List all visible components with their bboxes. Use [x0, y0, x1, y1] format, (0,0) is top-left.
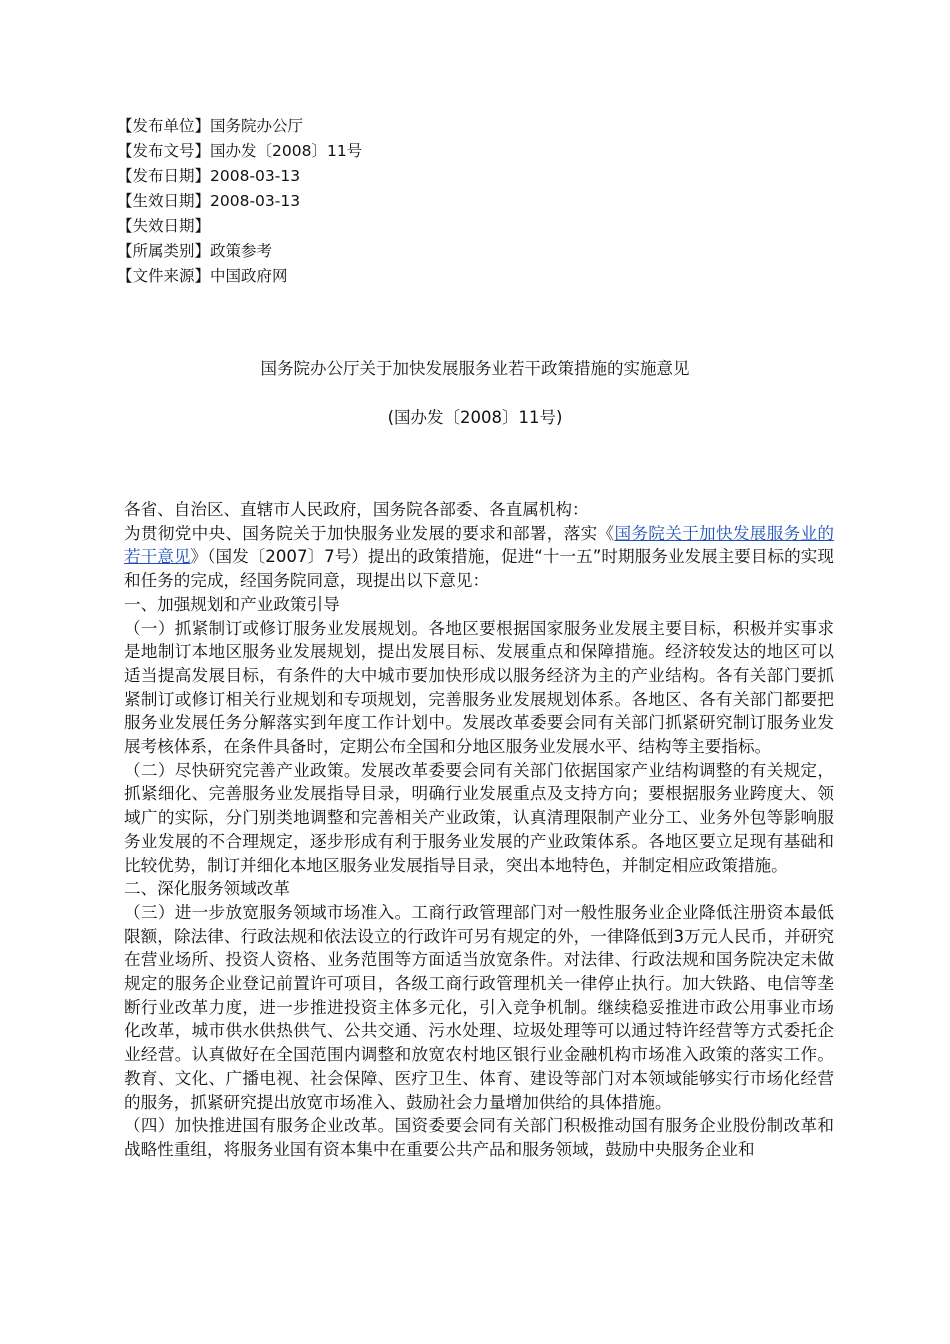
meta-label: 【生效日期】 [117, 192, 211, 210]
meta-value: 中国政府网 [210, 267, 288, 285]
paragraph-1: （一）抓紧制订或修订服务业发展规划。各地区要根据国家服务业发展主要目标，积极并实事求是地制订本地区服务业发展规划，提出发展目标、发展重点和保障措施。经济较发达的地区可以适当提高发展目标，有条件的大中城市要加快形成以服务经济为主的产业结构。各有关部门要抓紧制订或修订相关行业规划和专项规划，完善服务业发展规划体系。各地区、各有关部门都要把服务业发展任务分解落实到年度工作计划中。发展改革委要会同有关部门抓紧研究制订服务业发展考核体系，在条件具备时，定期公布全国和分地区服务业发展水平、结构等主要指标。 [124, 618, 834, 757]
meta-row-expiry-date [117, 214, 362, 239]
meta-row-publish-date [117, 164, 362, 189]
meta-row-effective-date [117, 189, 362, 214]
metadata-block [117, 114, 362, 289]
meta-label: 【发布日期】 [117, 167, 211, 185]
meta-value: 2008-03-13 [210, 167, 301, 185]
meta-label: 【失效日期】 [117, 217, 211, 235]
meta-value: 2008-03-13 [210, 192, 301, 210]
meta-label: 【文件来源】 [117, 267, 211, 285]
intro-text-after: 》（国发〔2007〕7号）提出的政策措施，促进“十一五”时期服务业发展主要目标的实现和任务的完成，经国务院同意，现提出以下意见： [124, 547, 835, 591]
document-body [124, 498, 834, 1162]
document-title: 国务院办公厅关于加快发展服务业若干政策措施的实施意见 [260, 359, 690, 378]
paragraph-2: （二）尽快研究完善产业政策。发展改革委要会同有关部门依据国家产业结构调整的有关规定，抓紧细化、完善服务业发展指导目录，明确行业发展重点及支持方向；要根据服务业跨度大、领域广的实际，分门别类地调整和完善相关产业政策，认真清理限制产业分工、业务外包等影响服务业发展的不合理规定，逐步形成有利于服务业发展的产业政策体系。各地区要立足现有基础和比较优势，制订并细化本地区服务业发展指导目录，突出本地特色，并制定相应政策措施。 [124, 760, 834, 875]
meta-value: 国办发〔2008〕11号 [210, 142, 363, 160]
intro-text-before: 为贯彻党中央、国务院关于加快服务业发展的要求和部署，落实《 [124, 523, 615, 543]
intro-paragraph [124, 522, 834, 593]
meta-value: 国务院办公厅 [210, 117, 304, 135]
meta-row-category [117, 239, 362, 264]
section-heading-1: 一、加强规划和产业政策引导 [124, 594, 340, 614]
referenced-document-link[interactable]: 国务院关于加快发展服务业的若干意见 [124, 523, 835, 567]
meta-row-issuer [117, 114, 362, 139]
document-number: (国办发〔2008〕11号) [387, 408, 563, 427]
meta-label: 【发布单位】 [117, 117, 211, 135]
meta-label: 【发布文号】 [117, 142, 211, 160]
meta-value: 政策参考 [210, 242, 273, 260]
section-heading-2: 二、深化服务领域改革 [124, 879, 290, 899]
paragraph-4: （四）加快推进国有服务企业改革。国资委要会同有关部门积极推动国有服务企业股份制改革和战略性重组，将服务业国有资本集中在重要公共产品和服务领域，鼓励中央服务企业和 [124, 1116, 834, 1159]
meta-row-source [117, 264, 362, 289]
paragraph-3: （三）进一步放宽服务领域市场准入。工商行政管理部门对一般性服务业企业降低注册资本最低限额，除法律、行政法规和依法设立的行政许可另有规定的外，一律降低到3万元人民币，并研究在营业场所、投资人资格、业务范围等方面适当放宽条件。对法律、行政法规和国务院决定未做规定的服务企业登记前置许可项目，各级工商行政管理机关一律停止执行。加大铁路、电信等垄断行业改革力度，进一步推进投资主体多元化，引入竞争机制。继续稳妥推进市政公用事业市场化改革，城市供水供热供气、公共交通、污水处理、垃圾处理等可以通过特许经营等方式委托企业经营。认真做好在全国范围内调整和放宽农村地区银行业金融机构市场准入政策的落实工作。教育、文化、广播电视、社会保障、医疗卫生、体育、建设等部门对本领域能够实行市场化经营的服务，抓紧研究提出放宽市场准入、鼓励社会力量增加供给的具体措施。 [124, 902, 834, 1112]
meta-label: 【所属类别】 [117, 242, 211, 260]
salutation: 各省、自治区、直辖市人民政府，国务院各部委、各直属机构： [124, 500, 589, 519]
meta-row-doc-number [117, 139, 362, 164]
